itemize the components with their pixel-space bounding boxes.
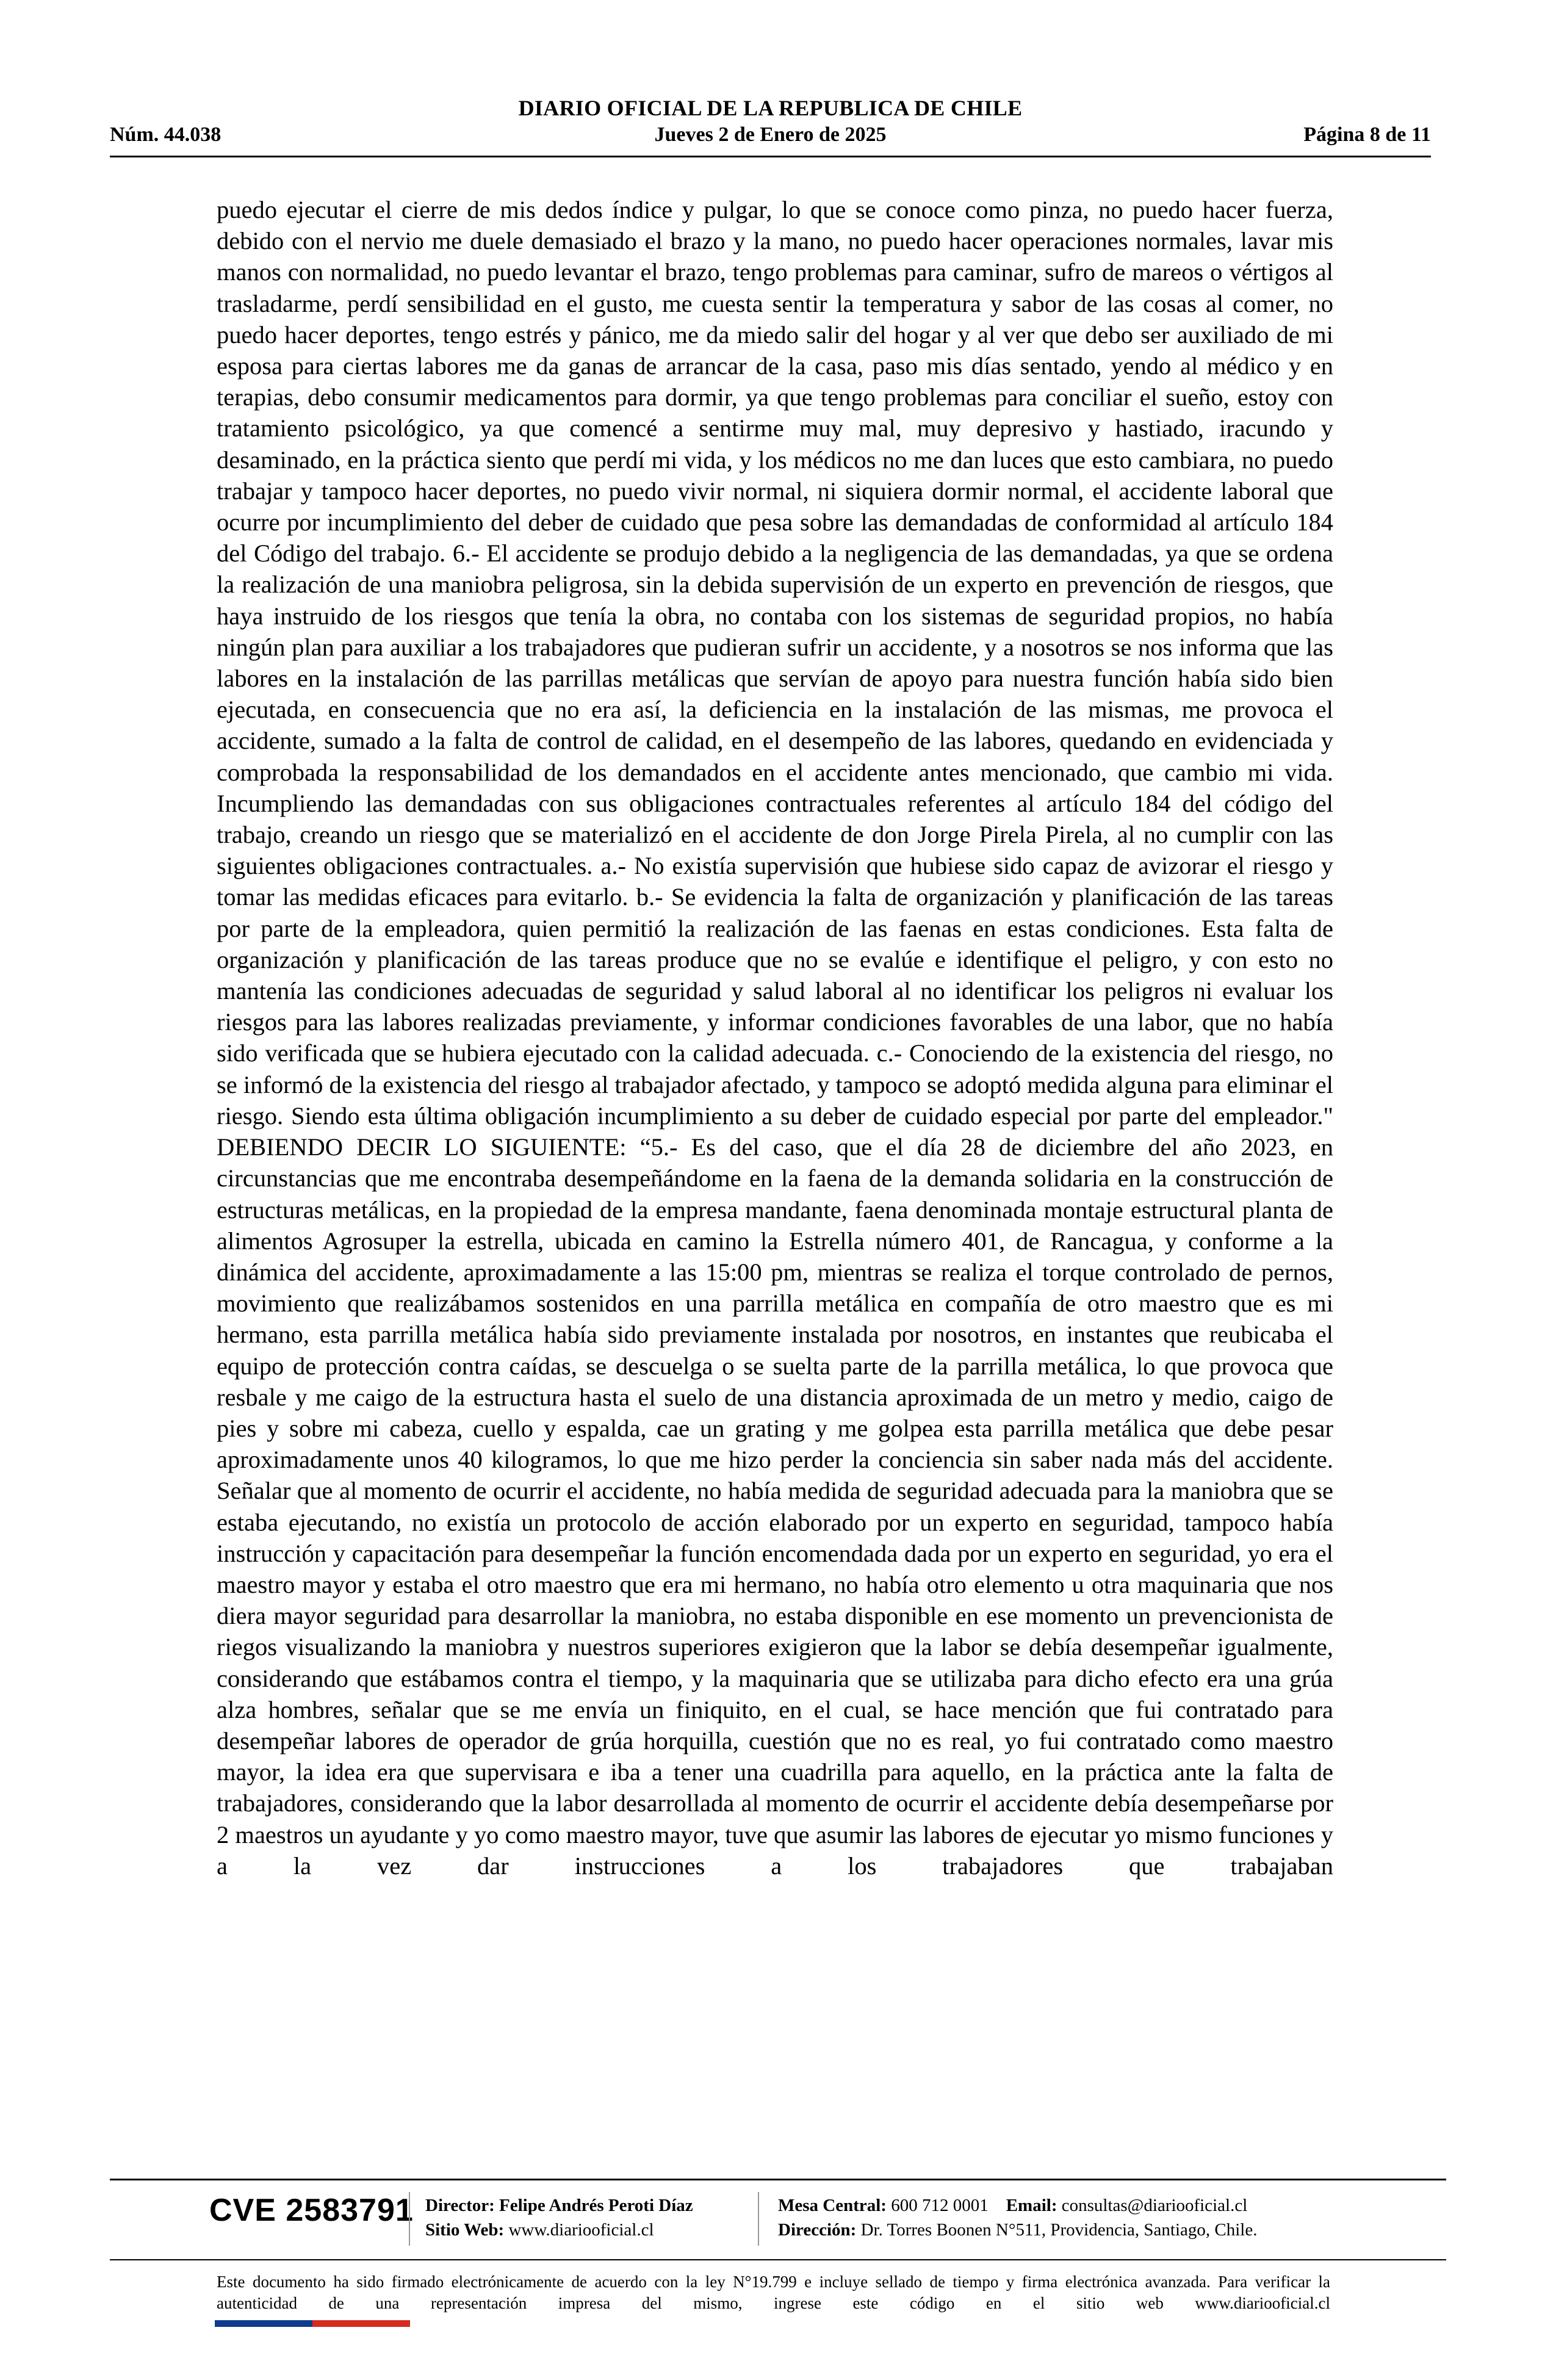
email-label: Email: [1006,2196,1057,2215]
footer-director-block [425,2193,693,2242]
web-link[interactable]: www.diariooficial.cl [508,2220,654,2240]
page-footer [110,2179,1446,2362]
header-divider [110,156,1431,157]
flag-red-segment [312,2320,410,2327]
footer-separator [409,2192,410,2246]
document-body [217,194,1333,1881]
issue-date: Jueves 2 de Enero de 2025 [654,123,887,146]
footer-separator [758,2192,759,2246]
flag-stripe [215,2320,410,2327]
address-value: Dr. Torres Boonen N°511, Providencia, Santiago, Chile. [860,2220,1258,2240]
email-link[interactable]: consultas@diariooficial.cl [1061,2196,1248,2215]
footer-divider-middle [110,2259,1446,2260]
footer-divider-top [110,2179,1446,2180]
header-row [110,123,1431,150]
body-paragraph: puedo ejecutar el cierre de mis dedos índice y pulgar, lo que se conoce como pinza, no puedo hacer fuerza, debido con el nervio me duele demasiado el brazo y la mano, no puedo hacer operaciones normales, lavar mis manos con normalidad, no puedo levantar el brazo, tengo problemas para caminar, sufro de mareos o vértigos al trasladarme, perdí sensibilidad en el gusto, me cuesta sentir la temperatura y sabor de las cosas al comer, no puedo hacer deportes, tengo estrés y pánico, me da miedo salir del hogar y al ver que debo ser auxiliado de mi esposa para ciertas labores me da ganas de arrancar de la casa, paso mis días sentado, yendo al médico y en terapias, debo consumir medicamentos para dormir, ya que tengo problemas para conciliar el sueño, estoy con tratamiento psicológico, ya que comencé a sentirme muy mal, muy depresivo y hastiado, iracundo y desaminado, en la práctica siento que perdí mi vida, y los médicos no me dan luces que esto cambiara, no puedo trabajar y tampoco hacer deportes, no puedo vivir normal, ni siquiera dormir normal, el accidente laboral que ocurre por incumplimiento del deber de cuidado que pesa sobre las demandadas de conformidad al artículo 184 del Código del trabajo. 6.- El accidente se produjo debido a la negligencia de las demandadas, ya que se ordena la realización de una maniobra peligrosa, sin la debida supervisión de un experto en prevención de riesgos, que haya instruido de los riesgos que tenía la obra, no contaba con los sistemas de seguridad propios, no había ningún plan para auxiliar a los trabajadores que pudieran sufrir un accidente, y a nosotros se nos informa que las labores en la instalación de las parrillas metálicas que servían de apoyo para nuestra función había sido bien ejecutada, en consecuencia que no era así, la deficiencia en la instalación de las mismas, me provoca el accidente, sumado a la falta de control de calidad, en el desempeño de las labores, quedando en evidenciada y comprobada la responsabilidad de los demandados en el accidente antes mencionado, que cambio mi vida. Incumpliendo las demandadas con sus obligaciones contractuales referentes al artículo 184 del código del trabajo, creando un riesgo que se materializó en el accidente de don Jorge Pirela Pirela, al no cumplir con las siguientes obligaciones contractuales. a.- No existía supervisión que hubiese sido capaz de avizorar el riesgo y tomar las medidas eficaces para evitarlo. b.- Se evidencia la falta de organización y planificación de las tareas por parte de la empleadora, quien permitió la realización de las faenas en estas condiciones. Esta falta de organización y planificación de las tareas produce que no se evalúe e identifique el peligro, y con esto no mantenía las condiciones adecuadas de seguridad y salud laboral al no identificar los peligros ni evaluar los riesgos para las labores realizadas previamente, y informar condiciones favorables de una labor, que no había sido verificada que se hubiera ejecutado con la calidad adecuada. c.- Conociendo de la existencia del riesgo, no se informó de la existencia del riesgo al trabajador afectado, y tampoco se adoptó medida alguna para eliminar el riesgo. Siendo esta última obligación incumplimiento a su deber de cuidado especial por parte del empleador." DEBIENDO DECIR LO SIGUIENTE: “5.- Es del caso, que el día 28 de diciembre del año 2023, en circunstancias que me encontraba desempeñándome en la faena de la demanda solidaria en la construcción de estructuras metálicas, en la propiedad de la empresa mandante, faena denominada montaje estructural planta de alimentos Agrosuper la estrella, ubicada en camino la Estrella número 401, de Rancagua, y conforme a la dinámica del accidente, aproximadamente a las 15:00 pm, mientras se realiza el torque controlado de pernos, movimiento que realizábamos sostenidos en una parrilla metálica en compañía de otro maestro que es mi hermano, esta parrilla metálica había sido previamente instalada por nosotros, en instantes que reubicaba el equipo de protección contra caídas, se descuelga o se suelta parte de la parrilla metálica, lo que provoca que resbale y me caigo de la estructura hasta el suelo de una distancia aproximada de un metro y medio, caigo de pies y sobre mi cabeza, cuello y espalda, cae un grating y me golpea esta parrilla metálica que debe pesar aproximadamente unos 40 kilogramos, lo que me hizo perder la conciencia sin saber nada más del accidente. Señalar que al momento de ocurrir el accidente, no había medida de seguridad adecuada para la maniobra que se estaba ejecutando, no existía un protocolo de acción elaborado por un experto en seguridad, tampoco había instrucción y capacitación para desempeñar la función encomendada dada por un experto en seguridad, yo era el maestro mayor y estaba el otro maestro que era mi hermano, no había otro elemento u otra maquinaria que nos diera mayor seguridad para desarrollar la maniobra, no estaba disponible en ese momento un prevencionista de riegos visualizando la maniobra y nuestros superiores exigieron que la labor se debía desempeñar igualmente, considerando que estábamos contra el tiempo, y la maquinaria que se utilizaba para dicho efecto era una grúa alza hombres, señalar que se me envía un finiquito, en el cual, se hace mención que fui contratado para desempeñar labores de operador de grúa horquilla, cuestión que no es real, yo fui contratado como maestro mayor, la idea era que supervisara e iba a tener una cuadrilla para aquello, en la práctica ante la falta de trabajadores, considerando que la labor desarrollada al momento de ocurrir el accidente debía desempeñarse por 2 maestros un ayudante y yo como maestro mayor, tuve que asumir las labores de ejecutar yo mismo funciones y a la vez dar instrucciones a los trabajadores que trabajaban [217,196,1333,1880]
page-header [110,92,1431,160]
flag-blue-segment [215,2320,312,2327]
legal-notice: Este documento ha sido firmado electrónicamente de acuerdo con la ley N°19.799 e incluye sellado de tiempo y firma electrónica avanzada. Para verificar la autenticidad de una representación impresa del mismo, ingrese este código en el sitio web www.diariooficial.cl [217,2273,1330,2312]
publication-title: DIARIO OFICIAL DE LA REPUBLICA DE CHILE [518,96,1023,120]
director-label: Director: [425,2196,495,2215]
phone-label: Mesa Central: [778,2196,887,2215]
web-label: Sitio Web: [425,2220,505,2240]
cve-code: CVE 2583791 [209,2193,414,2228]
footer-contact-block [778,2193,1257,2242]
issue-number: Núm. 44.038 [110,123,222,146]
page-number: Página 8 de 11 [1303,123,1431,146]
address-label: Dirección: [778,2220,857,2240]
director-name: Felipe Andrés Peroti Díaz [499,2196,693,2215]
phone-value: 600 712 0001 [891,2196,989,2215]
